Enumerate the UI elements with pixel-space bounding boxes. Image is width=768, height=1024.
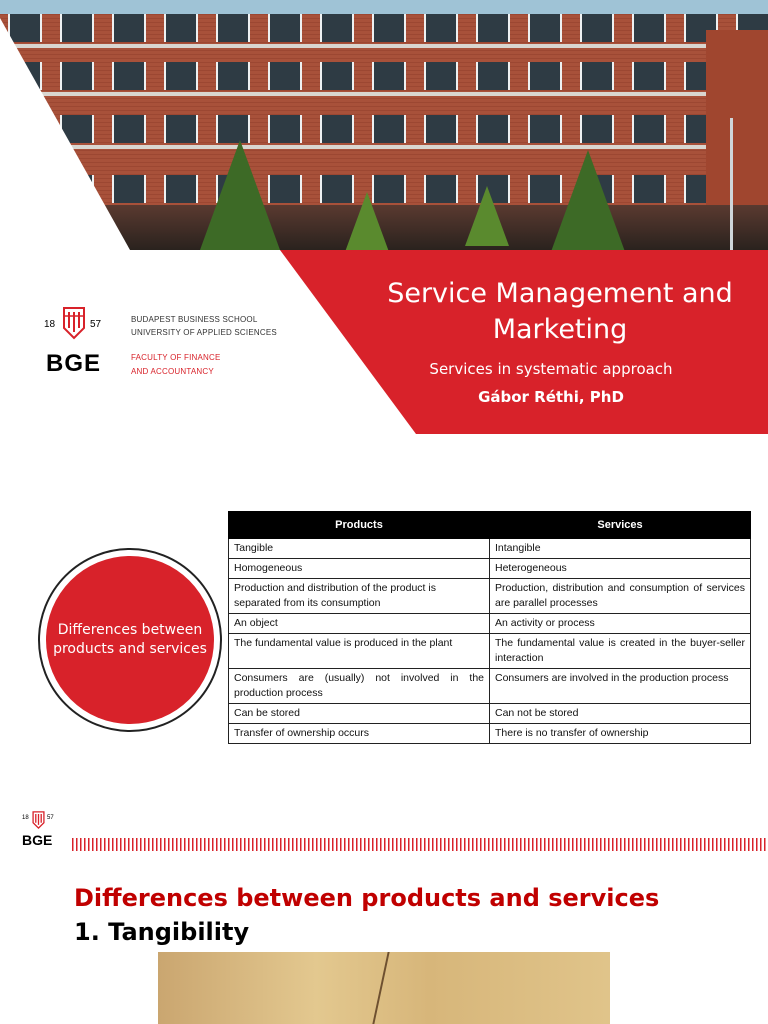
table-row [229,724,751,744]
column-header-products: Products [229,512,490,539]
tree-icon [345,192,389,250]
building-photo [0,0,768,250]
faculty-name: FACULTY OF FINANCE AND ACCOUNTANCY [131,353,221,376]
table-cell: An activity or process [490,614,751,634]
tangibility-slide [0,796,768,1024]
slide-title: Differences between products and services [74,884,660,912]
presentation-subtitle: Services in systematic approach [429,360,673,378]
table-header-row [229,512,751,539]
table-cell: Can be stored [229,704,490,724]
table-cell: Consumers are (usually) not involved in the production process [229,669,490,704]
table-cell: There is no transfer of ownership [490,724,751,744]
table-cell: An object [229,614,490,634]
table-row [229,634,751,669]
comparison-table [228,511,751,744]
decorative-tick-bar [72,838,768,851]
table-cell: Production, distribution and consumption of services are parallel processes [490,579,751,614]
table-row [229,559,751,579]
table-cell: Intangible [490,539,751,559]
presentation-author: Gábor Réthi, PhD [478,388,624,406]
table-cell: Production and distribution of the product is separated from its consumption [229,579,490,614]
table-row [229,539,751,559]
school-name: BUDAPEST BUSINESS SCHOOL UNIVERSITY OF APPLIED SCIENCES [131,315,277,337]
column-header-services: Services [490,512,751,539]
table-row [229,614,751,634]
table-cell: Transfer of ownership occurs [229,724,490,744]
lamp-post [730,118,733,250]
title-slide [0,0,768,434]
bge-logo-small: 18 57 BGE [22,810,62,850]
comparison-slide [0,434,768,796]
parchment-image [158,952,610,1024]
bge-logo: 18 57 BGE [44,306,124,378]
presentation-title: Service Management and Marketing [387,278,733,345]
table-cell: Homogeneous [229,559,490,579]
tree-icon [465,186,509,246]
table-row [229,669,751,704]
table-cell: Can not be stored [490,704,751,724]
slide-subtitle: 1. Tangibility [74,918,250,946]
tree-icon [200,140,280,250]
table-cell: Heterogeneous [490,559,751,579]
bge-crest-icon [32,810,45,830]
table-cell: Consumers are involved in the production process [490,669,751,704]
table-cell: The fundamental value is created in the buyer-seller interaction [490,634,751,669]
table-cell: The fundamental value is produced in the plant [229,634,490,669]
table-row [229,704,751,724]
circle-label: Differences between products and services [53,622,207,657]
tree-icon [548,150,628,250]
table-row [229,579,751,614]
table-cell: Tangible [229,539,490,559]
bge-crest-icon [62,306,86,340]
